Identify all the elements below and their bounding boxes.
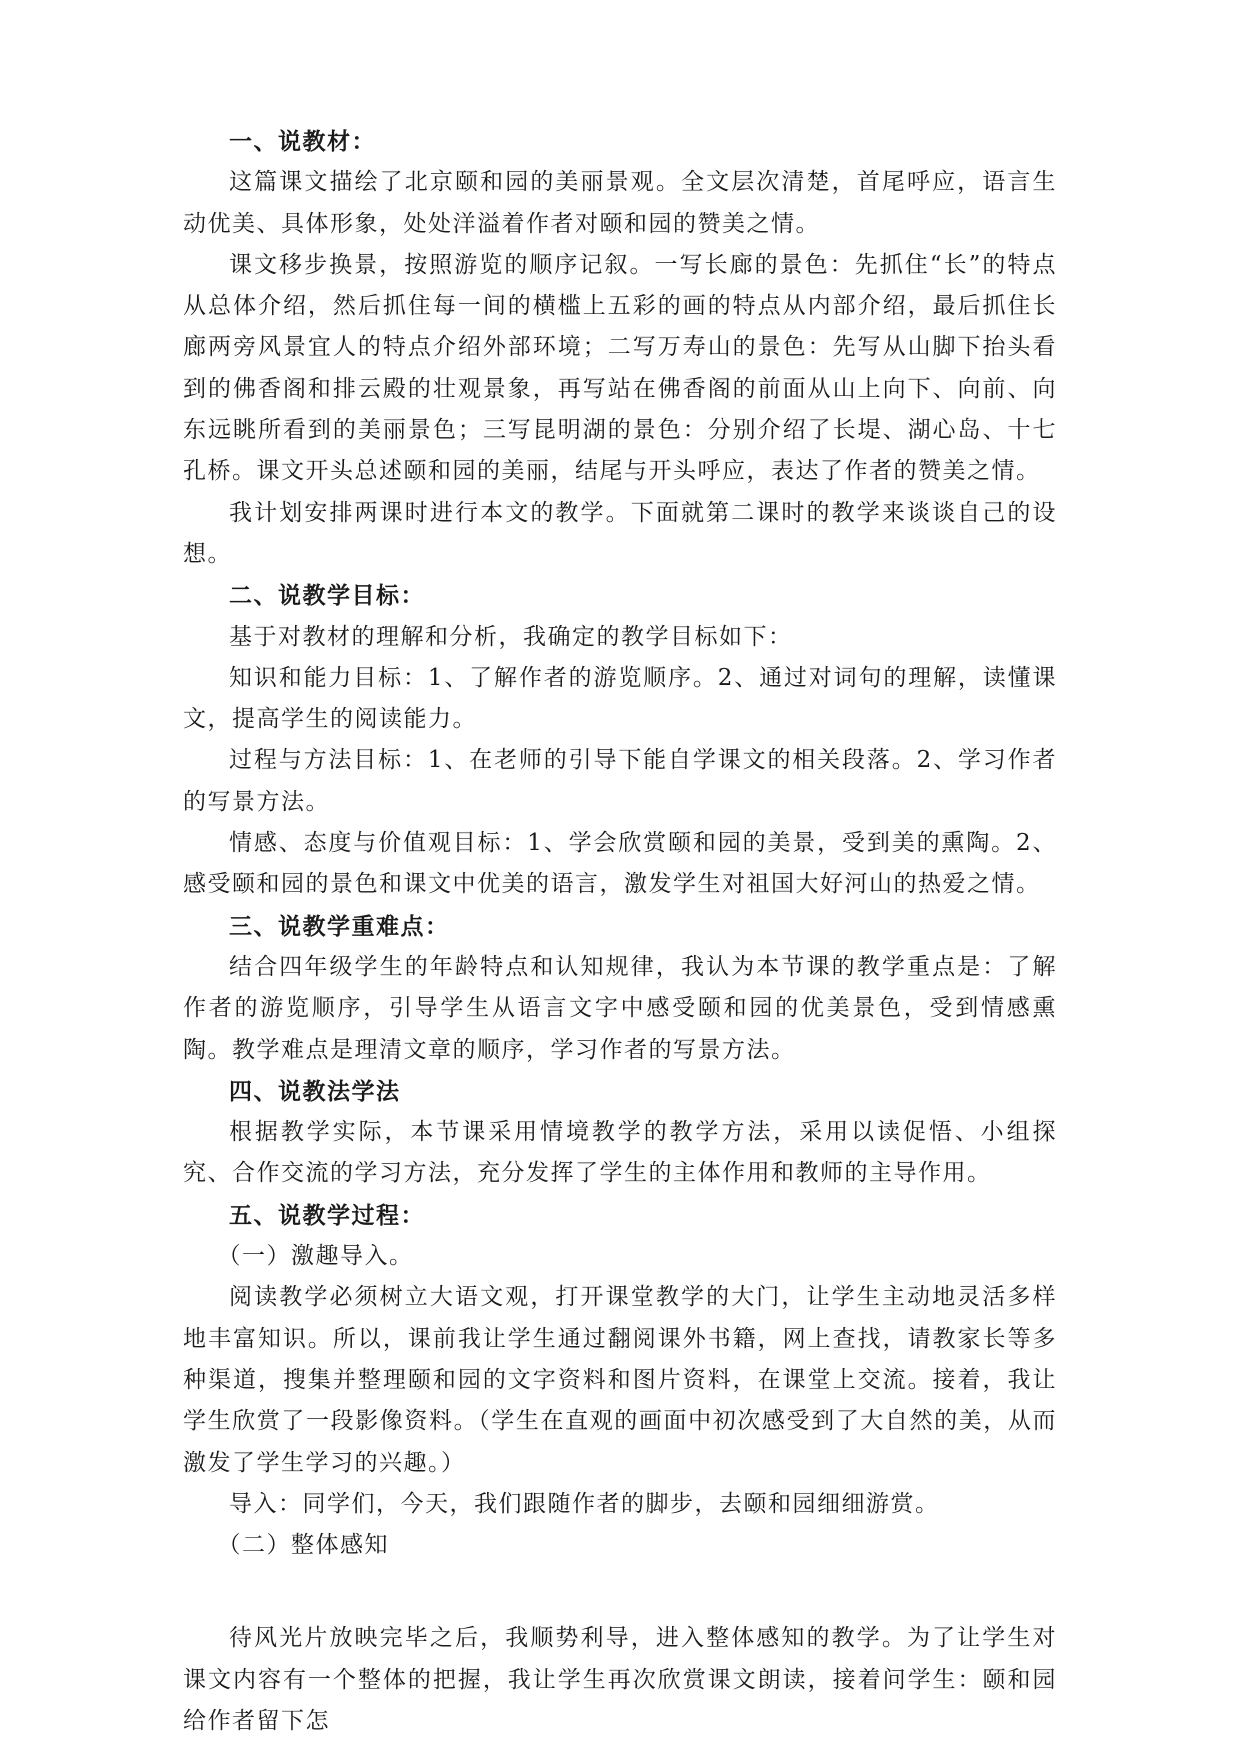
paragraph: 根据教学实际，本节课采用情境教学的教学方法，采用以读促悟、小组探究、合作交流的学习方法，充分发挥了学生的主体作用和教师的主导作用。: [183, 1119, 1057, 1187]
paragraph: 知识和能力目标：1、了解作者的游览顺序。2、通过对词句的理解，读懂课文，提高学生的阅读能力。: [183, 664, 1057, 733]
paragraph: 导入：同学们，今天，我们跟随作者的脚步，去颐和园细细游赏。: [229, 1490, 940, 1517]
paragraph-continued: 待风光片放映完毕之后，我顺势利导，进入整体感知的教学。为了让学生对课文内容有一个整体的把握，我让学生再次欣赏课文朗读，接着问学生：颐和园给作者留下怎: [183, 1625, 1057, 1734]
section-heading-key-points: 三、说教学重难点：: [229, 912, 450, 940]
paragraph: 情感、态度与价值观目标：1、学会欣赏颐和园的美景，受到美的熏陶。2、感受颐和园的景色和课文中优美的语言，激发学生对祖国大好河山的热爱之情。: [183, 830, 1057, 898]
section-heading-goals: 二、说教学目标：: [229, 582, 425, 610]
subheading-intro: （一）激趣导入。: [217, 1243, 414, 1270]
section-heading-textbook: 一、说教材：: [229, 128, 376, 155]
section-heading-process: 五、说教学过程：: [229, 1201, 425, 1229]
paragraph: 过程与方法目标：1、在老师的引导下能自学课文的相关段落。2、学习作者的写景方法。: [183, 747, 1057, 815]
paragraph: 我计划安排两课时进行本文的教学。下面就第二课时的教学来谈谈自己的设想。: [183, 499, 1057, 567]
section-heading-methods: 四、说教法学法: [229, 1077, 401, 1105]
document-body: [183, 121, 1057, 1742]
paragraph: 阅读教学必须树立大语文观，打开课堂教学的大门，让学生主动地灵活多样地丰富知识。所以，课前我让学生通过翻阅课外书籍，网上查找，请教家长等多种渠道，搜集并整理颐和园的文字资料和图片资料，在课堂上交流。接着，我让学生欣赏了一段影像资料。（学生在直观的画面中初次感受到了大自然的美，从而激发了学生学习的兴趣。）: [183, 1284, 1057, 1476]
spacer: [183, 1566, 1057, 1618]
paragraph: 基于对教材的理解和分析，我确定的教学目标如下：: [229, 623, 793, 650]
paragraph: 课文移步换景，按照游览的顺序记叙。一写长廊的景色：先抓住“长”的特点从总体介绍，然后抓住每一间的横槛上五彩的画的特点从内部介绍，最后抓住长廊两旁风景宜人的特点介绍外部环境；二写万寿山的景色：先写从山脚下抬头看到的佛香阁和排云殿的壮观景象，再写站在佛香阁的前面从山上向下、向前、向东远眺所看到的美丽景色；三写昆明湖的景色：分别介绍了长堤、湖心岛、十七孔桥。课文开头总述颐和园的美丽，结尾与开头呼应，表达了作者的赞美之情。: [183, 251, 1057, 485]
subheading-overview: （二）整体感知: [217, 1532, 389, 1559]
paragraph: 这篇课文描绘了北京颐和园的美丽景观。全文层次清楚，首尾呼应，语言生动优美、具体形象，处处洋溢着作者对颐和园的赞美之情。: [183, 169, 1057, 237]
paragraph: 结合四年级学生的年龄特点和认知规律，我认为本节课的教学重点是：了解作者的游览顺序，引导学生从语言文字中感受颐和园的优美景色，受到情感熏陶。教学难点是理清文章的顺序，学习作者的写景方法。: [183, 953, 1057, 1063]
